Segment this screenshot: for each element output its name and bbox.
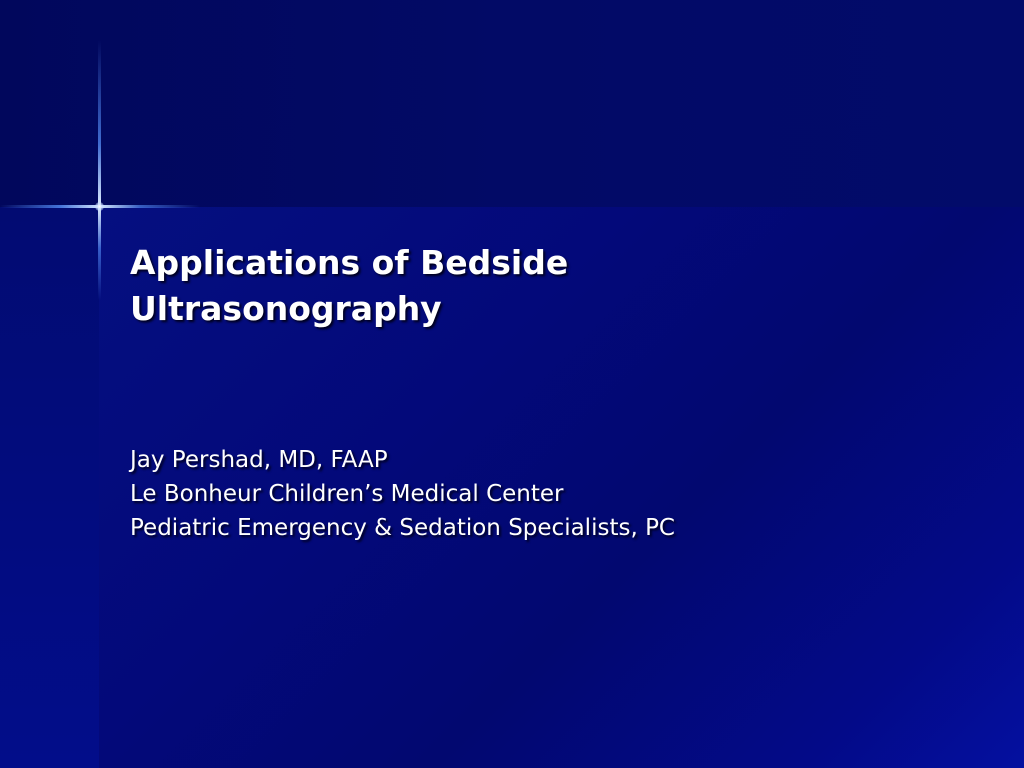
slide-title-line: Ultrasonography xyxy=(130,289,442,328)
presenter-affiliation: Le Bonheur Children’s Medical Center xyxy=(130,481,564,507)
left-band xyxy=(0,207,99,768)
slide-title-line: Applications of Bedside xyxy=(130,243,569,282)
presenter-name: Jay Pershad, MD, FAAP xyxy=(130,447,388,473)
sparkle-star-icon xyxy=(95,202,104,211)
sparkle-vertical-line xyxy=(98,40,101,300)
slide-subtitle xyxy=(130,443,990,545)
top-band xyxy=(0,0,1024,207)
slide-title xyxy=(130,240,950,332)
presenter-practice: Pediatric Emergency & Sedation Specialists, PC xyxy=(130,515,675,541)
